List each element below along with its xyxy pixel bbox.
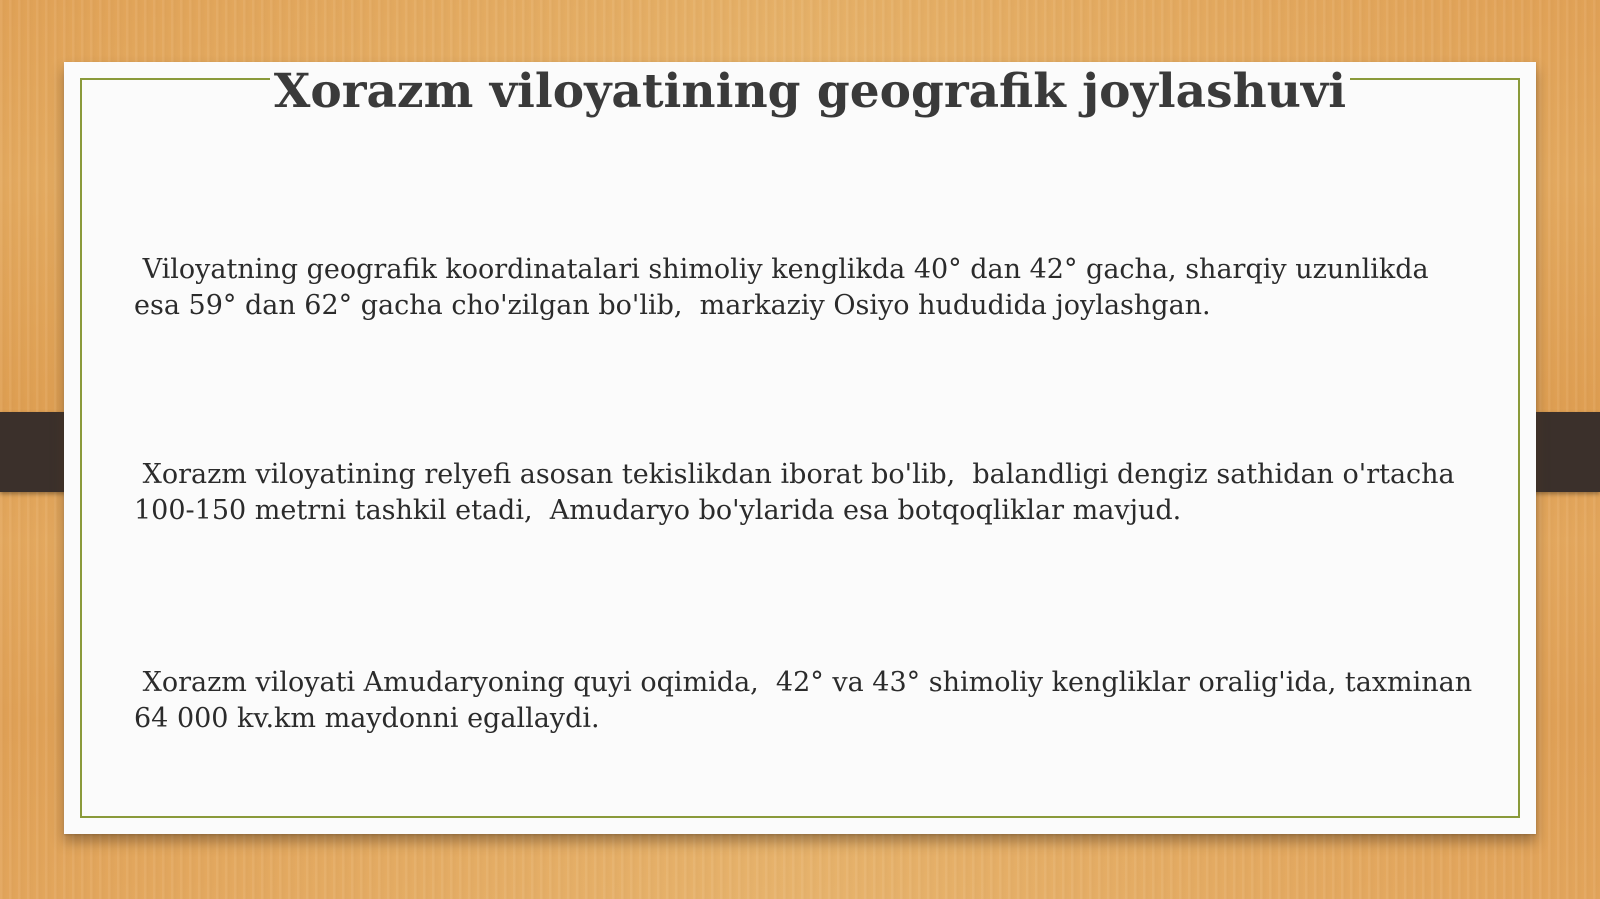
paragraph-coordinates: Viloyatning geografik koordinatalari shimoliy kenglikda 40° dan 42° gacha, sharqiy uzunlikda esa 59° dan 62° gacha cho'zilgan bo'lib, markaziy Osiyo hududida joylashgan. [134, 254, 1438, 321]
paragraph-area: Xorazm viloyati Amudaryoning quyi oqimida, 42° va 43° shimoliy kengliklar oralig'ida, taxminan 64 000 kv.km maydonni egallaydi. [134, 667, 1481, 734]
paragraph-relief: Xorazm viloyatining relyefi asosan tekislikdan iborat bo'lib, balandligi dengiz sathidan o'rtacha 100-150 metrni tashkil etadi, Amudaryo bo'ylarida esa botqoqliklar mavjud. [134, 459, 1464, 526]
slide-paper [64, 62, 1536, 834]
slide-title: Xorazm viloyatining geografik joylashuvi [270, 64, 1350, 119]
slide-title-container [64, 62, 1536, 122]
